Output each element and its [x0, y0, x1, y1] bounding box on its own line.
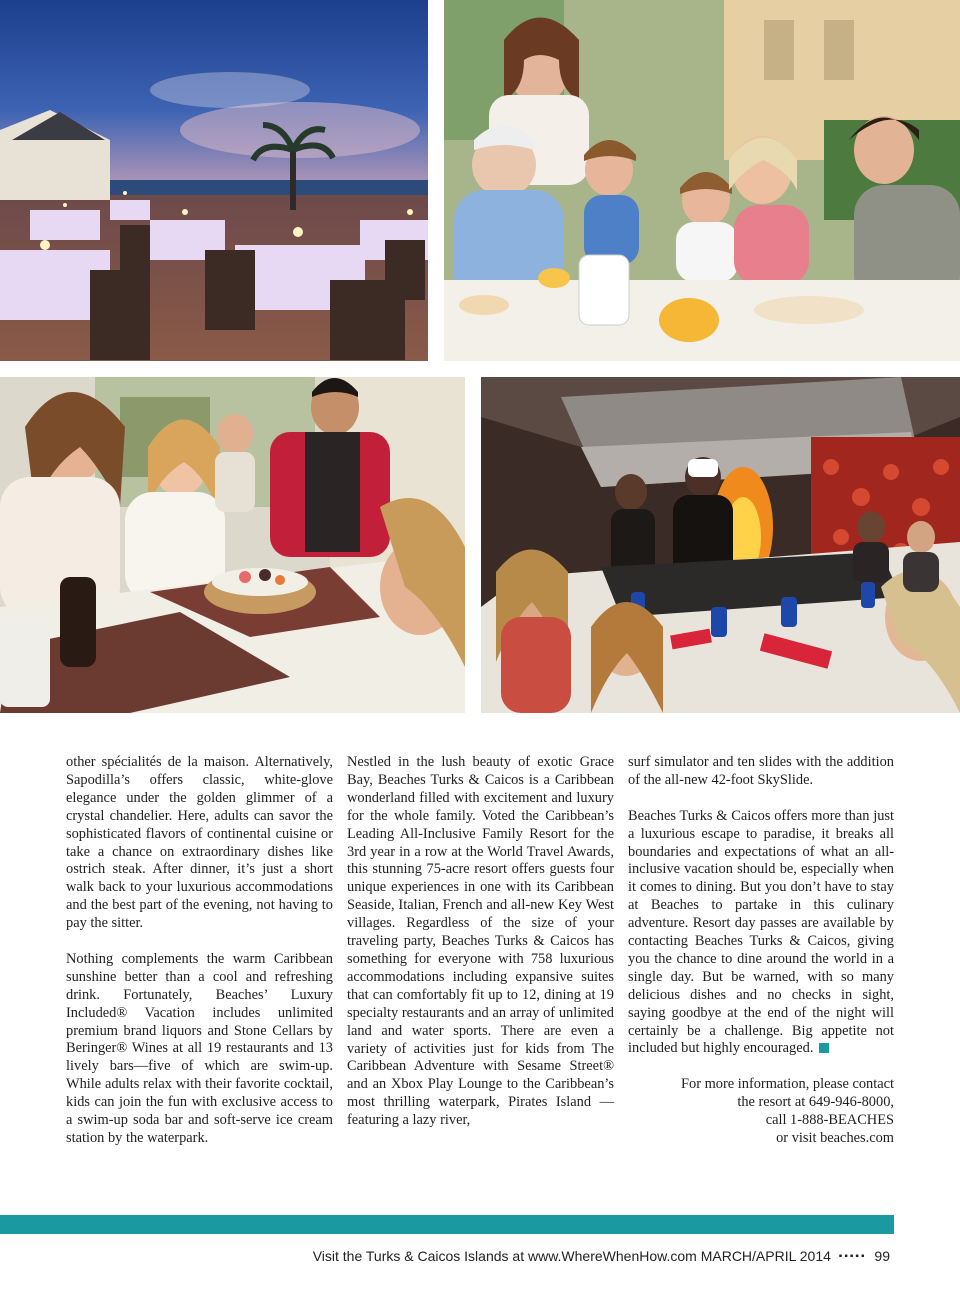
- article-column-2: [347, 754, 614, 1130]
- contact-website-link[interactable]: or visit beaches.com: [776, 1130, 894, 1146]
- end-mark-icon: [819, 1043, 829, 1053]
- article-column-3: [628, 754, 894, 1148]
- page-number: 99: [874, 1248, 890, 1264]
- contact-line: For more information, please contact: [681, 1076, 894, 1093]
- sushi-service-photo: [0, 377, 465, 713]
- page-footer: [313, 1248, 890, 1264]
- terrace-dining-photo: [0, 0, 428, 361]
- family-breakfast-photo: [444, 0, 960, 361]
- teppanyaki-chef-photo: [481, 377, 960, 713]
- contact-call: call 1-888-BEACHES: [765, 1112, 894, 1129]
- article-paragraph: other spécialités de la maison. Alternatively, Sapodilla’s offers classic, white-glove elegance under the golden glimmer of a crystal chandelier. Here, adults can savor the sophisticated flavors of continental cuisine or take a chance on extraordinary dishes like ostrich steak. After dinner, it’s just a short walk back to your luxurious accommodations and the best part of the evening, not having to pay the sitter.: [66, 754, 333, 932]
- footer-dots: ▪▪▪▪▪: [838, 1251, 867, 1262]
- contact-info: [628, 1076, 894, 1148]
- article-paragraph: Nothing complements the warm Caribbean sunshine better than a cool and refreshing drink. Fortunately, Beaches’ Luxury Included® Vacation includes unlimited premium brand liquors and Stone Cellars by Beringer® Wines at all 19 restaurants and 13 lively bars—five of which are swim-up. While adults relax with their favorite cocktail, kids can join the fun with exclusive access to a swim-up soda bar and soft-serve ice cream station by the waterpark.: [66, 950, 333, 1147]
- accent-bar: [0, 1215, 894, 1234]
- article-paragraph: Nestled in the lush beauty of exotic Grace Bay, Beaches Turks & Caicos is a Caribbean wonderland filled with excitement and luxury for the whole family. Voted the Caribbean’s Leading All-Inclusive Family Resort for the 3rd year in a row at the World Travel Awards, this stunning 75-acre resort offers guests four unique experiences in one with its Caribbean Seaside, Italian, French and all-new Key West villages. Regardless of the size of your traveling party, Beaches Turks & Caicos has something for everyone with 758 luxurious accommodations including expansive suites that can comfortably fit up to 12, dining at 19 specialty restaurants and an array of unlimited land and water sports. There are even a variety of activities just for kids from The Caribbean Adventure with Sesame Street® and an Xbox Play Lounge to the Caribbean’s most thrilling waterpark, Pirates Island — featuring a lazy river,: [347, 754, 614, 1129]
- contact-phone: the resort at 649-946-8000,: [737, 1094, 894, 1111]
- article-closing-text: Beaches Turks & Caicos offers more than just a luxurious escape to paradise, it breaks all boundaries and expectations of what an all-inclusive vacation should be, especially when it comes to dining. But you don’t have to stay at Beaches to partake in this culinary adventure. Resort day passes are available by contacting Beaches Turks & Caicos, giving you the chance to dine around the world in a single day. But be warned, with so many delicious dishes and no checks in sight, saying goodbye at the end of the night will certainly be a challenge. Big appetite not included but highly encouraged.: [628, 807, 894, 1057]
- article-paragraph: surf simulator and ten slides with the addition of the all-new 42-foot SkySlide.: [628, 754, 894, 788]
- article-paragraph-closing: [628, 808, 894, 1059]
- footer-site-text: Visit the Turks & Caicos Islands at www.WhereWhenHow.com: [312, 1248, 697, 1264]
- article-column-1: [66, 754, 333, 1148]
- footer-issue: MARCH/APRIL 2014: [700, 1248, 831, 1264]
